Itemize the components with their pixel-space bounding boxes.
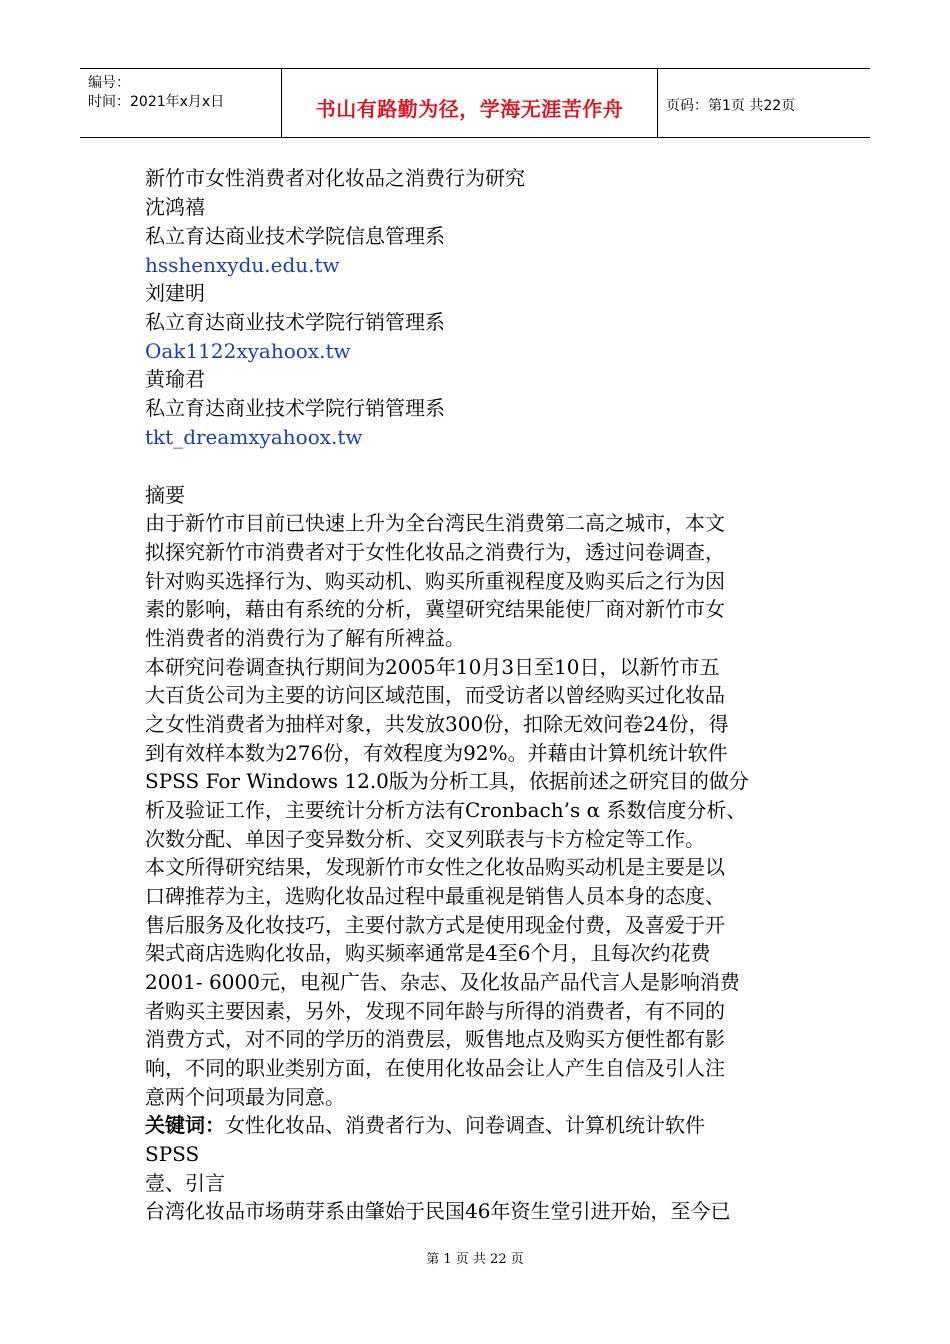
abstract-line: 口碑推荐为主，选购化妆品过程中最重视是销售人员本身的态度、 [145,884,725,908]
motto: 书山有路勤为径，学海无涯苦作舟 [315,97,624,121]
code-label: 编号： [88,75,130,91]
keywords-line [145,1113,705,1137]
author-affiliation: 私立育达商业技术学院行销管理系 [145,310,445,334]
intro-line: 台湾化妆品市场萌芽系由肇始于民国46年资生堂引进开始，至今已 [145,1199,731,1223]
author-name: 沈鸿禧 [145,195,205,219]
author-name: 黄瑜君 [145,367,205,391]
abstract-line: SPSS For Windows 12.0版为分析工具，依据前述之研究目的做分 [145,769,749,793]
abstract-line: 性消费者的消费行为了解有所裨益。 [145,626,465,650]
keywords-continuation: SPSS [145,1142,200,1166]
author-name: 刘建明 [145,281,205,305]
author-affiliation: 私立育达商业技术学院信息管理系 [145,224,445,248]
abstract-line: 者购买主要因素，另外，发现不同年龄与所得的消费者，有不同的 [145,999,725,1023]
header-meta-cell [80,69,282,137]
keywords-label: 关键词： [145,1113,225,1137]
keywords-text: 女性化妆品、消费者行为、问卷调查、计算机统计软件 [225,1113,705,1137]
abstract-line: 析及验证工作，主要统计分析方法有Cronbach’s α 系数信度分析、 [145,798,747,822]
abstract-line: 针对购买选择行为、购买动机、购买所重视程度及购买后之行为因 [145,569,725,593]
abstract-line: 素的影响，藉由有系统的分析，冀望研究结果能使厂商对新竹市女 [145,597,725,621]
page-info: 页码：第1页 共22页 [666,98,796,114]
abstract-line: 2001- 6000元，电视广告、杂志、及化妆品产品代言人是影响消费 [145,970,740,994]
abstract-line: 本文所得研究结果，发现新竹市女性之化妆品购买动机是主要是以 [145,855,725,879]
section-heading: 壹、引言 [145,1171,225,1195]
time-label: 时间：2021年x月x日 [88,94,225,110]
author-email-link[interactable]: hsshenxydu.edu.tw [145,253,340,277]
header-page-cell [658,69,870,137]
author-affiliation: 私立育达商业技术学院行销管理系 [145,396,445,420]
author-email-link[interactable]: Oak1122xyahoox.tw [145,339,351,363]
abstract-line: 之女性消费者为抽样对象，共发放300份，扣除无效问卷24份，得 [145,712,729,736]
abstract-line: 本研究问卷调查执行期间为2005年10月3日至10日，以新竹市五 [145,655,720,679]
abstract-line: 拟探究新竹市消费者对于女性化妆品之消费行为，透过问卷调查， [145,540,725,564]
document-header [80,68,870,138]
abstract-line: 架式商店选购化妆品，购买频率通常是4至6个月，且每次约花费 [145,941,711,965]
abstract-line: 消费方式，对不同的学历的消费层，贩售地点及购买方便性都有影 [145,1027,725,1051]
abstract-heading: 摘要 [145,483,185,507]
page-footer: 第 1 页 共 22 页 [426,1252,524,1267]
abstract-line: 售后服务及化妆技巧，主要付款方式是使用现金付费，及喜爱于开 [145,913,725,937]
abstract-line: 次数分配、单因子变异数分析、交叉列联表与卡方检定等工作。 [145,827,705,851]
abstract-line: 由于新竹市目前已快速上升为全台湾民生消费第二高之城市，本文 [145,511,725,535]
abstract-line: 意两个问项最为同意。 [145,1085,345,1109]
abstract-line: 到有效样本数为276份，有效程度为92%。并藉由计算机统计软件 [145,741,728,765]
abstract-line: 响，不同的职业类别方面，在使用化妆品会让人产生自信及引人注 [145,1056,725,1080]
doc-title: 新竹市女性消费者对化妆品之消费行为研究 [145,166,525,190]
header-motto-cell [282,69,658,137]
abstract-line: 大百货公司为主要的访问区域范围，而受访者以曾经购买过化妆品 [145,683,725,707]
author-email-link[interactable]: tkt_dreamxyahoox.tw [145,425,363,449]
